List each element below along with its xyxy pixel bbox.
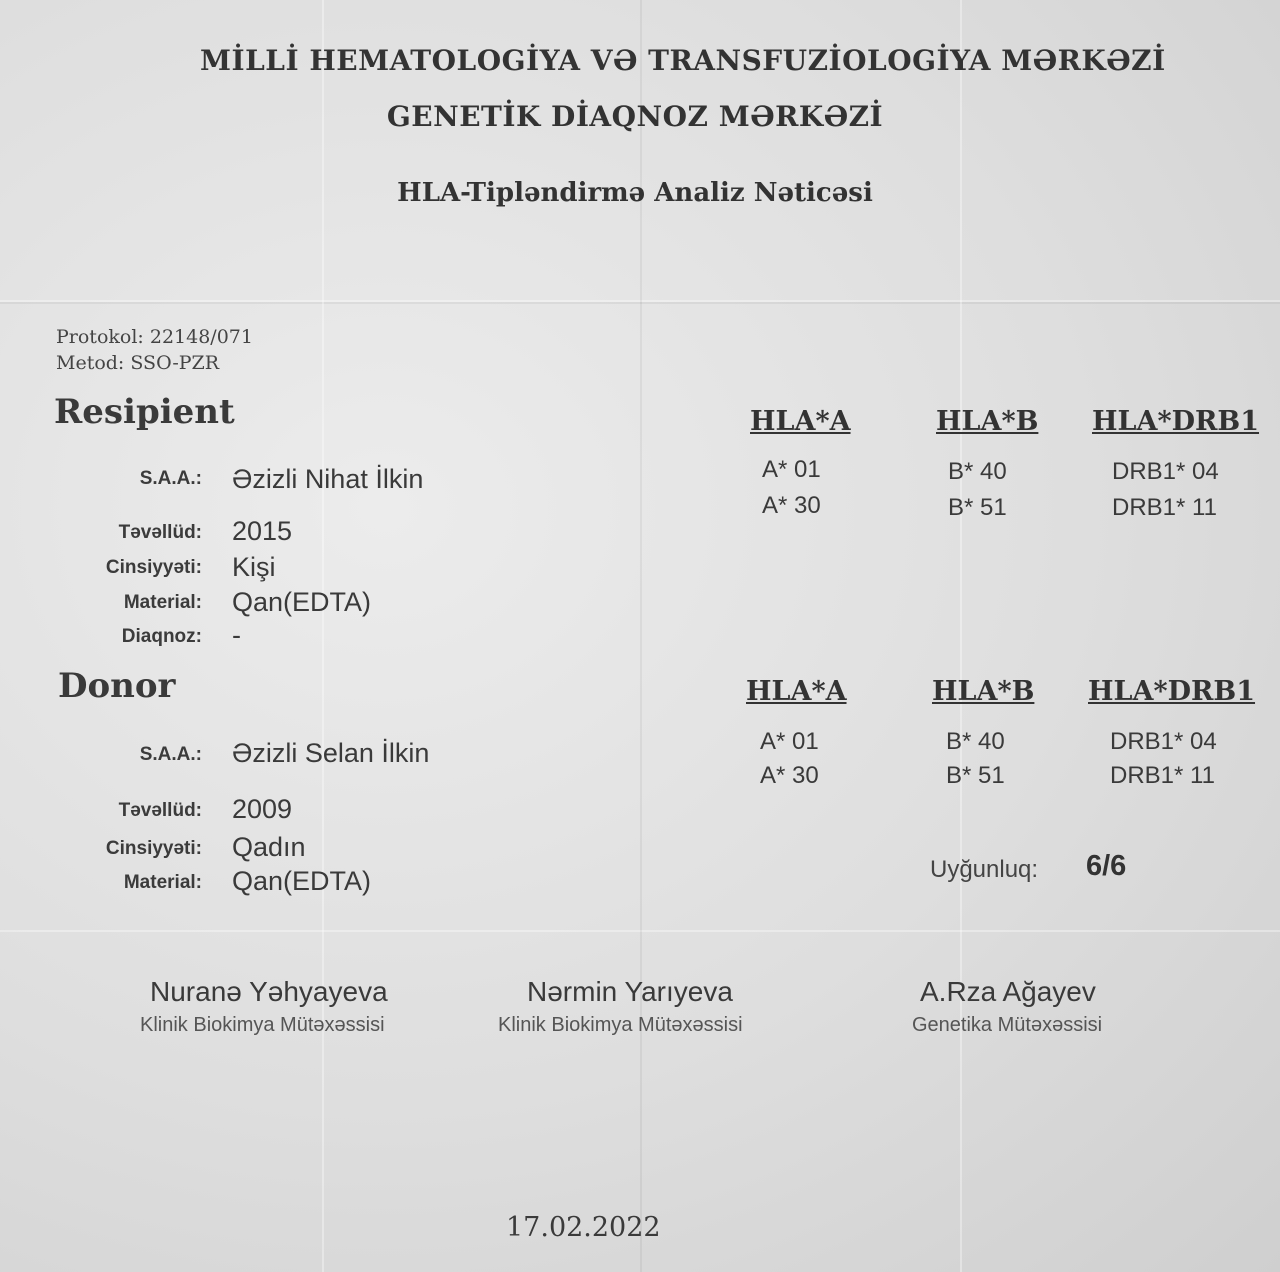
signature-2-name: Nərmin Yarıyeva: [527, 976, 733, 1007]
protocol-number: Protokol: 22148/071: [56, 326, 253, 348]
center-title: GENETİK DİAQNOZ MƏRKƏZİ: [386, 100, 884, 133]
match-label: Uyğunluq:: [930, 856, 1039, 883]
method: Metod: SSO-PZR: [56, 352, 220, 374]
donor-hla-drb1-header: HLA*DRB1: [1088, 676, 1256, 707]
donor-hla-b-header: HLA*B: [932, 676, 1035, 707]
report-date: 17.02.2022: [506, 1212, 661, 1243]
recipient-hla-b-1: B* 40: [948, 458, 1007, 485]
recipient-hla-b-2: B* 51: [948, 494, 1007, 521]
recipient-diagnosis-label: Diaqnoz:: [121, 626, 202, 647]
report-title: HLA-Tipləndirmə Analiz Nəticəsi: [397, 178, 873, 208]
signature-1-title: Klinik Biokimya Mütəxəssisi: [140, 1014, 385, 1036]
donor-material: Qan(EDTA): [232, 866, 372, 896]
recipient-name: Əzizli Nihat İlkin: [232, 464, 424, 494]
recipient-gender: Kişi: [232, 552, 276, 582]
recipient-hla-a-header: HLA*A: [750, 406, 851, 437]
donor-name-label: S.A.A.:: [139, 744, 202, 765]
recipient-hla-b-header: HLA*B: [936, 406, 1039, 437]
donor-hla-b-1: B* 40: [946, 728, 1005, 755]
recipient-birth-label: Təvəllüd:: [118, 522, 202, 543]
recipient-hla-drb1-1: DRB1* 04: [1112, 458, 1219, 485]
donor-name: Əzizli Selan İlkin: [232, 738, 430, 768]
signature-2-title: Klinik Biokimya Mütəxəssisi: [498, 1014, 743, 1036]
match-value: 6/6: [1086, 850, 1127, 882]
recipient-hla-drb1-2: DRB1* 11: [1112, 494, 1217, 521]
recipient-hla-a-2: A* 30: [762, 492, 821, 519]
signature-3-name: A.Rza Ağayev: [920, 976, 1096, 1007]
donor-hla-a-2: A* 30: [760, 762, 819, 789]
recipient-material-label: Material:: [123, 592, 202, 613]
institution-title: MİLLİ HEMATOLOGİYA VƏ TRANSFUZİOLOGİYA MƏRKƏZİ: [200, 44, 1166, 77]
donor-birth-label: Təvəllüd:: [118, 800, 202, 821]
recipient-birth: 2015: [232, 516, 293, 546]
recipient-section-title: Resipient: [54, 392, 235, 432]
recipient-hla-drb1-header: HLA*DRB1: [1092, 406, 1260, 437]
donor-hla-drb1-1: DRB1* 04: [1110, 728, 1217, 755]
recipient-diagnosis: -: [232, 620, 241, 650]
donor-material-label: Material:: [123, 872, 202, 893]
donor-birth: 2009: [232, 794, 293, 824]
donor-gender-label: Cinsiyyəti:: [105, 838, 202, 859]
donor-hla-a-1: A* 01: [760, 728, 819, 755]
recipient-name-label: S.A.A.:: [139, 468, 202, 489]
recipient-gender-label: Cinsiyyəti:: [105, 557, 202, 578]
signature-3-title: Genetika Mütəxəssisi: [912, 1014, 1103, 1036]
recipient-hla-a-1: A* 01: [762, 456, 821, 483]
donor-gender: Qadın: [232, 832, 306, 862]
donor-hla-b-2: B* 51: [946, 762, 1005, 789]
signature-1-name: Nuranə Yəhyayeva: [150, 976, 388, 1007]
donor-hla-drb1-2: DRB1* 11: [1110, 762, 1215, 789]
donor-hla-a-header: HLA*A: [746, 676, 847, 707]
donor-section-title: Donor: [58, 666, 176, 706]
recipient-material: Qan(EDTA): [232, 587, 372, 617]
